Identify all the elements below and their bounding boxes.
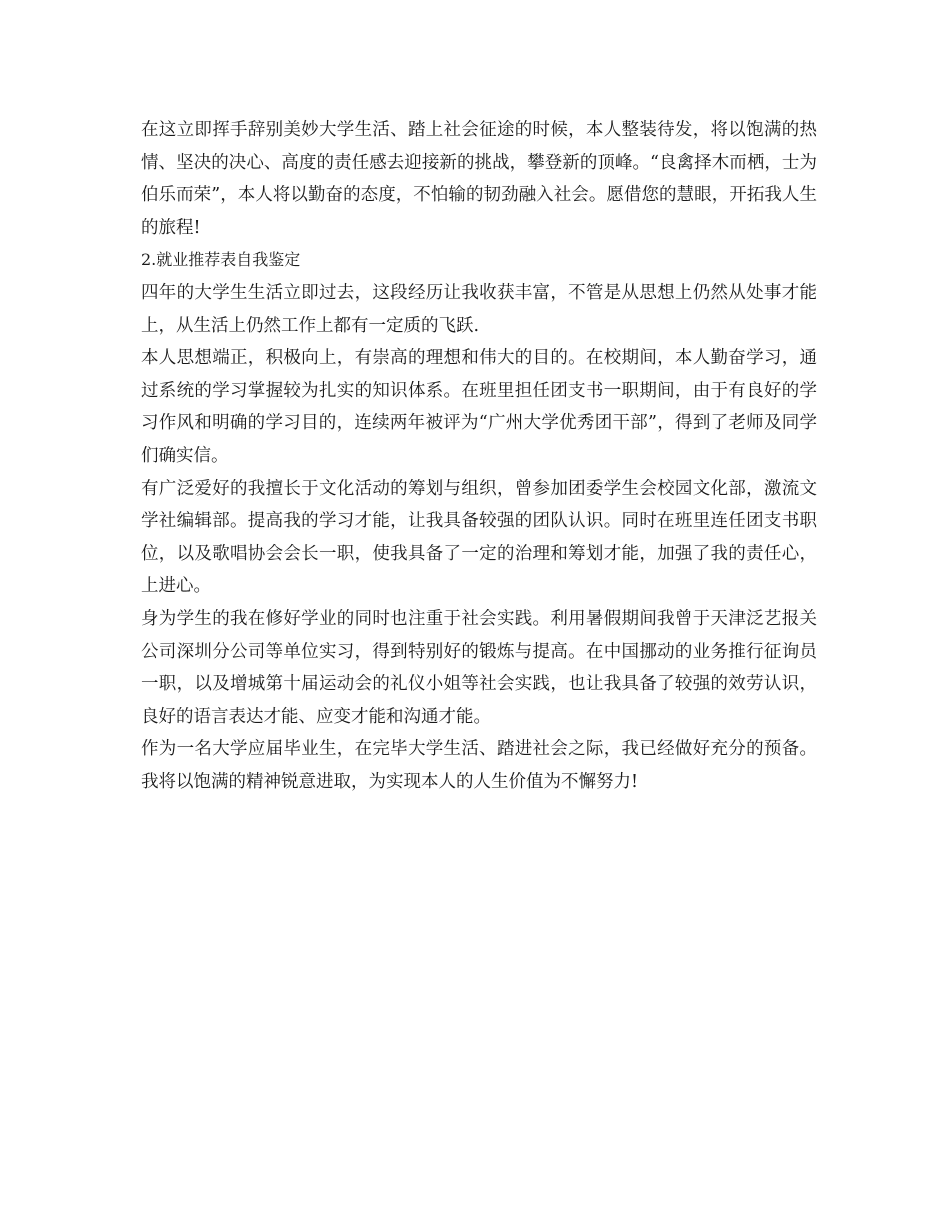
document-page [141,114,817,798]
section-paragraph-3: 有广泛爱好的我擅长于文化活动的筹划与组织，曾参加团委学生会校园文化部，激流文学社编辑部。提高我的学习才能，让我具备较强的团队认识。同时在班里连任团支书职位，以及歌唱协会会长一职，使我具备了一定的治理和筹划才能，加强了我的责任心，上进心。 [141,478,817,597]
section-paragraph-1: 四年的大学生生活立即过去，这段经历让我收获丰富，不管是从思想上仍然从处事才能上，从生活上仍然工作上都有一定质的飞跃. [141,282,817,336]
section-paragraph-5: 作为一名大学应届毕业生，在完毕大学生活、踏进社会之际，我已经做好充分的预备。我将以饱满的精神锐意进取，为实现本人的人生价值为不懈努力! [141,739,817,792]
section-heading: 2.就业推荐表自我鉴定 [141,250,301,270]
intro-paragraph: 在这立即挥手辞别美妙大学生活、踏上社会征途的时候，本人整装待发，将以饱满的热情、坚决的决心、高度的责任感去迎接新的挑战，攀登新的顶峰。“良禽择木而栖，士为伯乐而荣”，本人将以勤奋的态度，不怕输的韧劲融入社会。愿借您的慧眼，开拓我人生的旅程! [141,120,817,238]
section-paragraph-2: 本人思想端正，积极向上，有崇高的理想和伟大的目的。在校期间，本人勤奋学习，通过系统的学习掌握较为扎实的知识体系。在班里担任团支书一职期间，由于有良好的学习作风和明确的学习目的，连续两年被评为“广州大学优秀团干部”，得到了老师及同学们确实信。 [141,348,817,466]
section-paragraph-4: 身为学生的我在修好学业的同时也注重于社会实践。利用暑假期间我曾于天津泛艺报关公司深圳分公司等单位实习，得到特别好的锻炼与提高。在中国挪动的业务推行征询员一职，以及增城第十届运动会的礼仪小姐等社会实践，也让我具备了较强的效劳认识，良好的语言表达才能、应变才能和沟通才能。 [141,608,817,727]
